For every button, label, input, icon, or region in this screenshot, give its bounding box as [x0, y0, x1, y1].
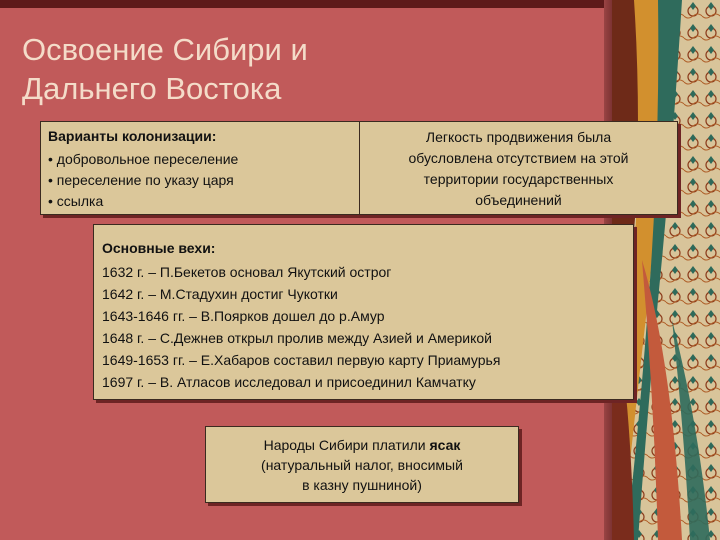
list-item: 1632 г. – П.Бекетов основал Якутский острог: [102, 264, 392, 280]
yasak-term: ясак: [429, 437, 461, 453]
list-item: • переселение по указу царя: [48, 170, 238, 191]
top-frame-border: [0, 0, 620, 8]
milestones-box: [93, 224, 634, 400]
yasak-text: [212, 435, 512, 495]
list-item: 1643-1646 гг. – В.Поярков дошел до р.Амур: [102, 308, 385, 324]
ease-line: территории государственных: [423, 171, 614, 187]
slide-title-line-1: Освоение Сибири и: [22, 32, 308, 67]
colonization-heading: Варианты колонизации:: [48, 128, 217, 144]
milestones-heading: Основные вехи:: [102, 240, 216, 256]
colonization-variants-box: [40, 121, 360, 215]
ease-of-advance-box: [359, 121, 678, 215]
list-item: 1642 г. – М.Стадухин достиг Чукотки: [102, 286, 338, 302]
yasak-line-3: в казну пушниной): [302, 477, 422, 493]
list-item: 1648 г. – С.Дежнев открыл пролив между Азией и Америкой: [102, 330, 492, 346]
ease-line: обусловлена отсутствием на этой: [408, 150, 629, 166]
ease-text: [368, 127, 669, 211]
milestones-list: [102, 261, 500, 393]
yasak-box: [205, 426, 519, 503]
ease-line: Легкость продвижения была: [425, 129, 612, 145]
yasak-line-2: (натуральный налог, вносимый: [261, 457, 463, 473]
list-item: 1697 г. – В. Атласов исследовал и присоединил Камчатку: [102, 374, 476, 390]
slide-title-line-2: Дальнего Востока: [22, 71, 282, 106]
list-item: 1649-1653 гг. – Е.Хабаров составил первую карту Приамурья: [102, 352, 501, 368]
yasak-line-1-prefix: Народы Сибири платили: [263, 437, 430, 453]
list-item: • добровольное переселение: [48, 149, 238, 170]
ease-line: объединений: [475, 192, 562, 208]
slide-title: [22, 30, 442, 108]
list-item: • ссылка: [48, 191, 238, 212]
colonization-list: [48, 149, 238, 212]
